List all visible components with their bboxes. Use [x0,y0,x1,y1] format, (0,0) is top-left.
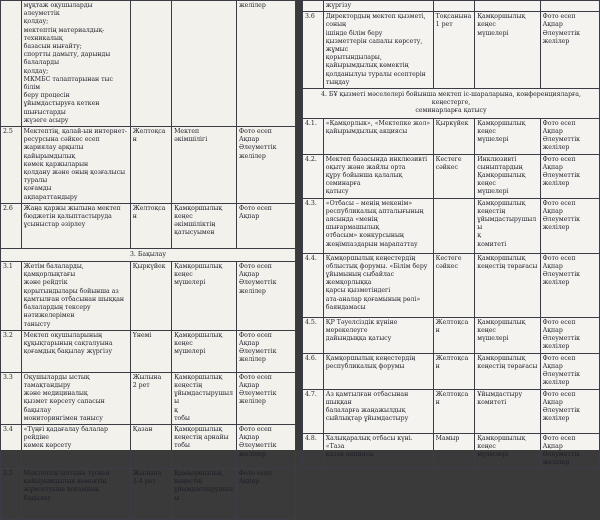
event-description-cell: Қамқоршылық кеңестердің республикалық форумы [323,353,433,389]
section-heading-row [1,248,296,261]
event-description-cell: Мектеп базасында инклюзивті оқыту және жайлы орта құру бойынша қалалық семинарға қатысу [323,154,433,198]
right-table-body [303,1,600,469]
table-row [303,353,600,389]
event-description-cell: Мектептің, қалай-ын интернет- ресурсына сәйкес есеп жариялау арқылы қайырымдылық көмек қаржыларын қолдану және оның қозғалысы туралы қоғамды ақпараттандыру [21,127,130,204]
responsible-cell: Қамқоршылық кеңес мүшелері [475,433,540,469]
row-number-cell: 4.3. [303,198,324,253]
deadline-cell [130,1,171,127]
table-row [303,118,600,154]
deadline-cell: Қыркүйек [433,118,475,154]
event-description-cell: «Отбасы – менің мекенім» республикалық апталығының аясында «менің шығармашылық отбасым» конкурсының жеңімпаздарын марапаттау [323,198,433,253]
report-form-cell: Фото есеп Ақпар [236,203,295,248]
left-page [0,0,296,502]
deadline-cell: Үнемі [130,330,171,372]
deadline-cell: Қазан [130,424,171,468]
responsible-cell: Мектеп әкімшілігі [172,127,237,204]
deadline-cell [433,1,475,12]
event-description-cell: Жетім балаларды, қамқорлықтағы және рейдтік қорытындылары бойынша аз қамтылған отбасынан шыққан балалардың тексеру нәтижелерімен танысту [21,262,130,331]
report-form-cell: Фото есеп Ақпар Әлеуметтік желілер [236,372,295,424]
report-form-cell: Фото есеп Ақпар Әлеуметтік желілер [540,433,599,469]
event-description-cell: Аз қамтылған отбасынан шыққан балаларға жаңажылдық сыйлықтар ұйымдастыру [323,389,433,433]
deadline-cell: Тоқсанына 1 рет [433,12,475,89]
report-form-cell: Фото есеп Ақпар Әлеуметтік желілер [236,330,295,372]
report-form-cell: Фото есеп Ақпар Әлеуметтік желілер [540,12,599,89]
report-form-cell: Фото есеп Ақпар Әлеуметтік желілер [540,389,599,433]
report-form-cell: Фото есеп Ақпар Әлеуметтік желілер [236,262,295,331]
responsible-cell: Қамқоршылық кеңес мүшелері [172,262,237,331]
report-form-cell: Фото есеп Ақпар [236,468,295,519]
row-number-cell: 3.4 [1,424,22,468]
report-form-cell: Фото есеп Ақпар Әлеуметтік желілер [540,198,599,253]
deadline-cell [433,198,475,253]
table-row [1,468,296,519]
responsible-cell: Қамқоршылық кеңес мүшелері [475,317,540,353]
table-row [1,127,296,204]
table-row [303,1,600,12]
report-form-cell: Фото есеп Ақпар Әлеуметтік желілер [540,154,599,198]
event-description-cell: мұқтаж оқушыларды әлеуметтік қолдау; мектептің материалдық-техникалық базасын нығайту; спортты дамыту, дарынды балаларды қолдау; МКМБС талаптарынан тыс білім беру процесін ұйымдастыруға кеткен шығыстарды жүзеге асыру [21,1,130,127]
report-form-cell [540,1,599,12]
deadline-cell: Желтоқсан [433,317,475,353]
table-row [1,1,296,127]
event-description-cell: Директордың мектеп қызметі, соның ішінде білім беру қызметтерін сапалы көрсету, жұмыс қорытындылары, қайырымдылық көмектің қолданылуы туралы есептерін тыңдау [323,12,433,89]
event-description-cell: Оқушыларды ыстық тамақтандыру және медициналық қызмет көрсету сапасын бақылау мониторингімен танысу [21,372,130,424]
report-form-cell: Фото есеп Ақпар Әлеуметтік желілер [540,353,599,389]
responsible-cell: Қамқоршылық кеңестің төрағасы [475,353,540,389]
responsible-cell: Қамқоршылық кеңес мүшелері [172,330,237,372]
deadline-cell: Кестеге сәйкес [433,253,475,317]
table-row [303,253,600,317]
event-description-cell: Жаңа қаржы жылына мектеп бюджетін қалыптастыруда ұсыныстар әзірлеу [21,203,130,248]
report-form-cell: Фото есеп Ақпар Әлеуметтік желілер [236,424,295,468]
row-number-cell: 3.6 [303,12,324,89]
row-number-cell: 4.5. [303,317,324,353]
responsible-cell: Қамқоршылық кеңестің арнайы тобы [172,424,237,468]
report-form-cell: желілер [236,1,295,127]
deadline-cell: Желтоқсан [433,353,475,389]
deadline-cell: Желтоқсан [130,203,171,248]
table-row [303,433,600,469]
row-number-cell [303,1,324,12]
table-row [1,330,296,372]
row-number-cell: 2.5 [1,127,22,204]
row-number-cell: 4.4. [303,253,324,317]
event-description-cell: Мектептің шотына түскен қайырымдылық көмектің жұмсалуына қоғамдық бақылау [21,468,130,519]
responsible-cell: Қамқоршылық кеңестің ұйымдастырушылы [172,468,237,519]
row-number-cell: 3.3 [1,372,22,424]
row-number-cell: 3.5 [1,468,22,519]
section-heading: 3. Бақылау [1,248,296,261]
responsible-cell [475,1,540,12]
responsible-cell: Қамқоршылық кеңестің ұйымдастырушылы қ комитеті [475,198,540,253]
row-number-cell: 4.8. [303,433,324,469]
table-row [1,372,296,424]
responsible-cell: Қамқоршылық кеңестің ұйымдастырушылы қ тобы [172,372,237,424]
deadline-cell: Кестеге сәйкес [433,154,475,198]
event-description-cell: «Қамқорлык», «Мектепке жол» қайырымдылық акциясы [323,118,433,154]
responsible-cell [172,1,237,127]
row-number-cell: 3.2 [1,330,22,372]
event-description-cell: Қамқоршылық кеңестердің облыстық форумы. «Білім беру ұйымының сыбайлас жемқорлыққа қарсы қызметіндегі ата-аналар қоғамының рөлі» баяндамасы [323,253,433,317]
table-row [1,203,296,248]
section-heading-row [303,89,600,119]
responsible-cell: Ұйымдастыру комитеті [475,389,540,433]
report-form-cell: Фото есеп Ақпар Әлеуметтік желілер [540,317,599,353]
row-number-cell: 4.6. [303,353,324,389]
responsible-cell: Инклюзивті сыныптардың Қамқоршылық кеңес мүшелері [475,154,540,198]
deadline-cell: Мамыр [433,433,475,469]
event-description-cell: Мектеп оқушыларының құқықтарының сақталуына қоғамдық бақылау жүргізу [21,330,130,372]
responsible-cell: Қамқоршылық кеңес мүшелері [475,118,540,154]
report-form-cell: Фото есеп Ақпар Әлеуметтік желілер [236,127,295,204]
row-number-cell: 3.1 [1,262,22,331]
event-description-cell: Халықаралық отбасы күні. «Таза қазақ акциясы [323,433,433,469]
table-row [303,317,600,353]
row-number-cell: 4.1. [303,118,324,154]
table-row [303,198,600,253]
deadline-cell: Қыркүйек [130,262,171,331]
responsible-cell: Қамқоршылық кеңес әкімшіліктің қатысуымен [172,203,237,248]
deadline-cell: Желтоқсан [433,389,475,433]
table-row [303,389,600,433]
left-table-body [1,1,296,520]
table-row [303,154,600,198]
table-row [1,424,296,468]
responsible-cell: Қамқоршылық кеңес мүшелері [475,12,540,89]
event-description-cell: жүргізу [323,1,433,12]
event-description-cell: «Түңғі қадағалау балалар рейдіне көмек көрсету [21,424,130,468]
deadline-cell: Желтоқсан [130,127,171,204]
row-number-cell [1,1,22,127]
right-plan-table [302,0,600,469]
right-page [302,0,600,467]
deadline-cell: Жылына 2 рет [130,372,171,424]
left-plan-table [0,0,296,520]
row-number-cell: 4.2. [303,154,324,198]
report-form-cell: Фото есеп Ақпар Әлеуметтік желілер [540,253,599,317]
report-form-cell: Фото есеп Ақпар Әлеуметтік желілер [540,118,599,154]
row-number-cell: 2.6 [1,203,22,248]
event-description-cell: ҚР Тәуелсіздік күніне мерекелеуге дайындыққа қатысу [323,317,433,353]
section-heading: 4. БҰ қызметі мәселелері бойынша мектеп іс-шараларына, конференцияларға, кеңестерге, семинарларға қатысу [303,89,600,119]
table-row [303,12,600,89]
responsible-cell: Қамқоршылық кеңестің төрағасы [475,253,540,317]
table-row [1,262,296,331]
row-number-cell: 4.7. [303,389,324,433]
deadline-cell: Жылына 3-4 рет [130,468,171,519]
